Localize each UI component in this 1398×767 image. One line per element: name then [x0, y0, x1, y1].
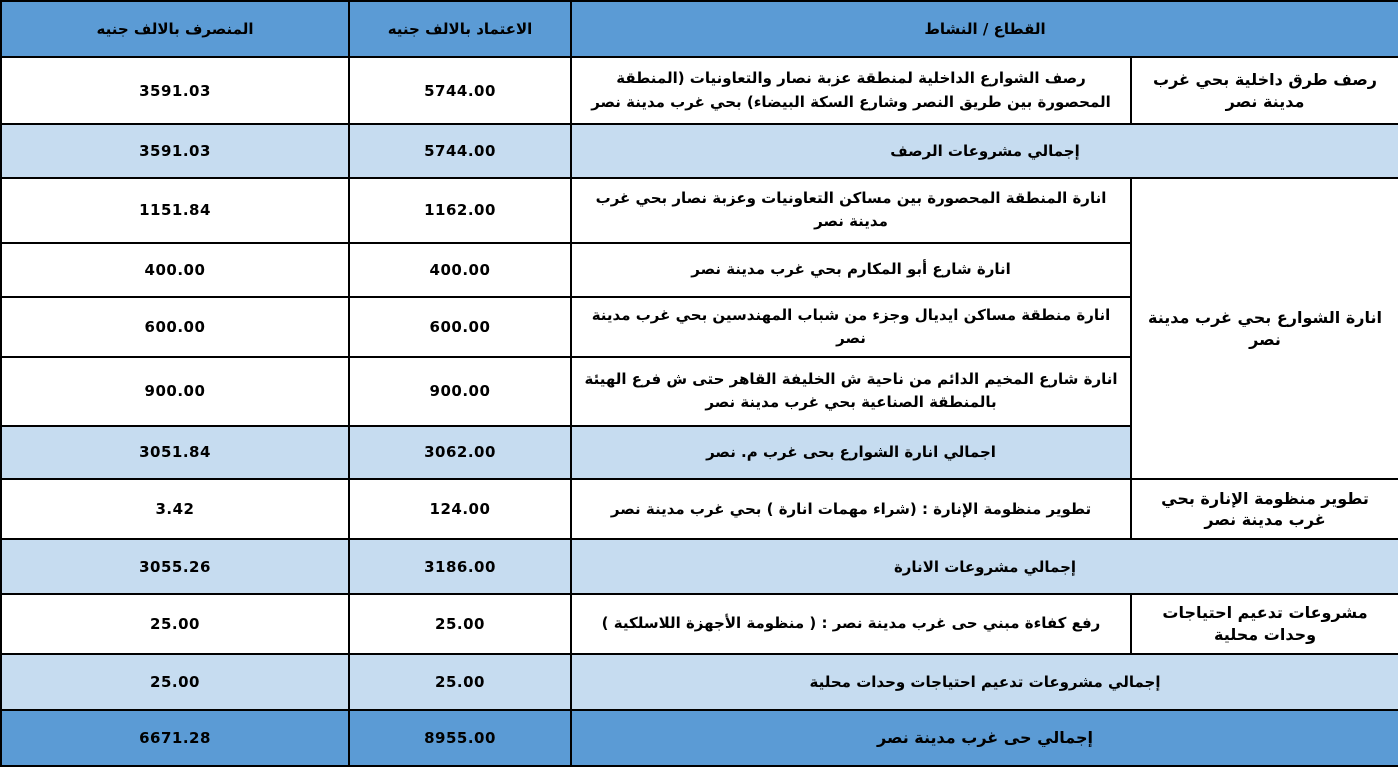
header-row	[1, 1, 1398, 57]
allocation-cell: 5744.00	[349, 57, 571, 123]
activity-cell: انارة منطقة مساكن ايديال وجزء من شباب المهندسين بحي غرب مدينة نصر	[571, 297, 1131, 357]
subtotal-label: إجمالي مشروعات تدعيم احتياجات وحدات محلية	[571, 654, 1398, 709]
activity-cell: رصف الشوارع الداخلية لمنطقة عزبة نصار والتعاونيات (المنطقة المحصورة بين طريق النصر وشارع السكة البيضاء) بحي غرب مدينة نصر	[571, 57, 1131, 123]
subtotal-row-lighting	[1, 539, 1398, 593]
grand-total-row	[1, 710, 1398, 766]
activity-cell: رفع كفاءة مبني حى غرب مدينة نصر : ( منظومة الأجهزة اللاسلكية )	[571, 594, 1131, 654]
subtotal-allocation: 3062.00	[349, 426, 571, 479]
allocation-cell: 1162.00	[349, 178, 571, 242]
table-row	[1, 594, 1398, 654]
allocation-cell: 124.00	[349, 479, 571, 539]
table-row	[1, 57, 1398, 123]
subtotal-allocation: 3186.00	[349, 539, 571, 593]
subtotal-spent: 3051.84	[1, 426, 349, 479]
allocation-cell: 600.00	[349, 297, 571, 357]
subtotal-row-local-units	[1, 654, 1398, 709]
spent-cell: 3.42	[1, 479, 349, 539]
subtotal-row-paving	[1, 124, 1398, 178]
spent-cell: 600.00	[1, 297, 349, 357]
spent-cell: 25.00	[1, 594, 349, 654]
sector-cell: مشروعات تدعيم احتياجات وحدات محلية	[1131, 594, 1398, 654]
subtotal-spent: 3055.26	[1, 539, 349, 593]
activity-cell: انارة شارع المخيم الدائم من ناحية ش الخليفة القاهر حتى ش فرع الهيئة بالمنطقة الصناعية بحي غرب مدينة نصر	[571, 357, 1131, 425]
allocation-cell: 900.00	[349, 357, 571, 425]
sector-cell: تطوير منظومة الإنارة بحي غرب مدينة نصر	[1131, 479, 1398, 539]
table-row	[1, 479, 1398, 539]
header-spent: المنصرف بالالف جنيه	[1, 1, 349, 57]
subtotal-spent: 3591.03	[1, 124, 349, 178]
header-sector-activity: القطاع / النشاط	[571, 1, 1398, 57]
spent-cell: 1151.84	[1, 178, 349, 242]
table-row	[1, 178, 1398, 242]
activity-cell: انارة المنطقة المحصورة بين مساكن التعاونيات وعزبة نصار بحي غرب مدينة نصر	[571, 178, 1131, 242]
header-allocation: الاعتماد بالالف جنيه	[349, 1, 571, 57]
activity-cell: تطوير منظومة الإنارة : (شراء مهمات انارة ) بحي غرب مدينة نصر	[571, 479, 1131, 539]
sector-cell: رصف طرق داخلية بحي غرب مدينة نصر	[1131, 57, 1398, 123]
subtotal-label: اجمالي انارة الشوارع بحى غرب م. نصر	[571, 426, 1131, 479]
subtotal-allocation: 25.00	[349, 654, 571, 709]
sector-cell: انارة الشوارع بحي غرب مدينة نصر	[1131, 178, 1398, 479]
spent-cell: 400.00	[1, 243, 349, 297]
subtotal-spent: 25.00	[1, 654, 349, 709]
spent-cell: 900.00	[1, 357, 349, 425]
allocation-cell: 400.00	[349, 243, 571, 297]
subtotal-allocation: 5744.00	[349, 124, 571, 178]
grand-total-allocation: 8955.00	[349, 710, 571, 766]
allocation-cell: 25.00	[349, 594, 571, 654]
subtotal-label: إجمالي مشروعات الرصف	[571, 124, 1398, 178]
subtotal-label: إجمالي مشروعات الانارة	[571, 539, 1398, 593]
grand-total-label: إجمالي حى غرب مدينة نصر	[571, 710, 1398, 766]
activity-cell: انارة شارع أبو المكارم بحي غرب مدينة نصر	[571, 243, 1131, 297]
grand-total-spent: 6671.28	[1, 710, 349, 766]
spent-cell: 3591.03	[1, 57, 349, 123]
